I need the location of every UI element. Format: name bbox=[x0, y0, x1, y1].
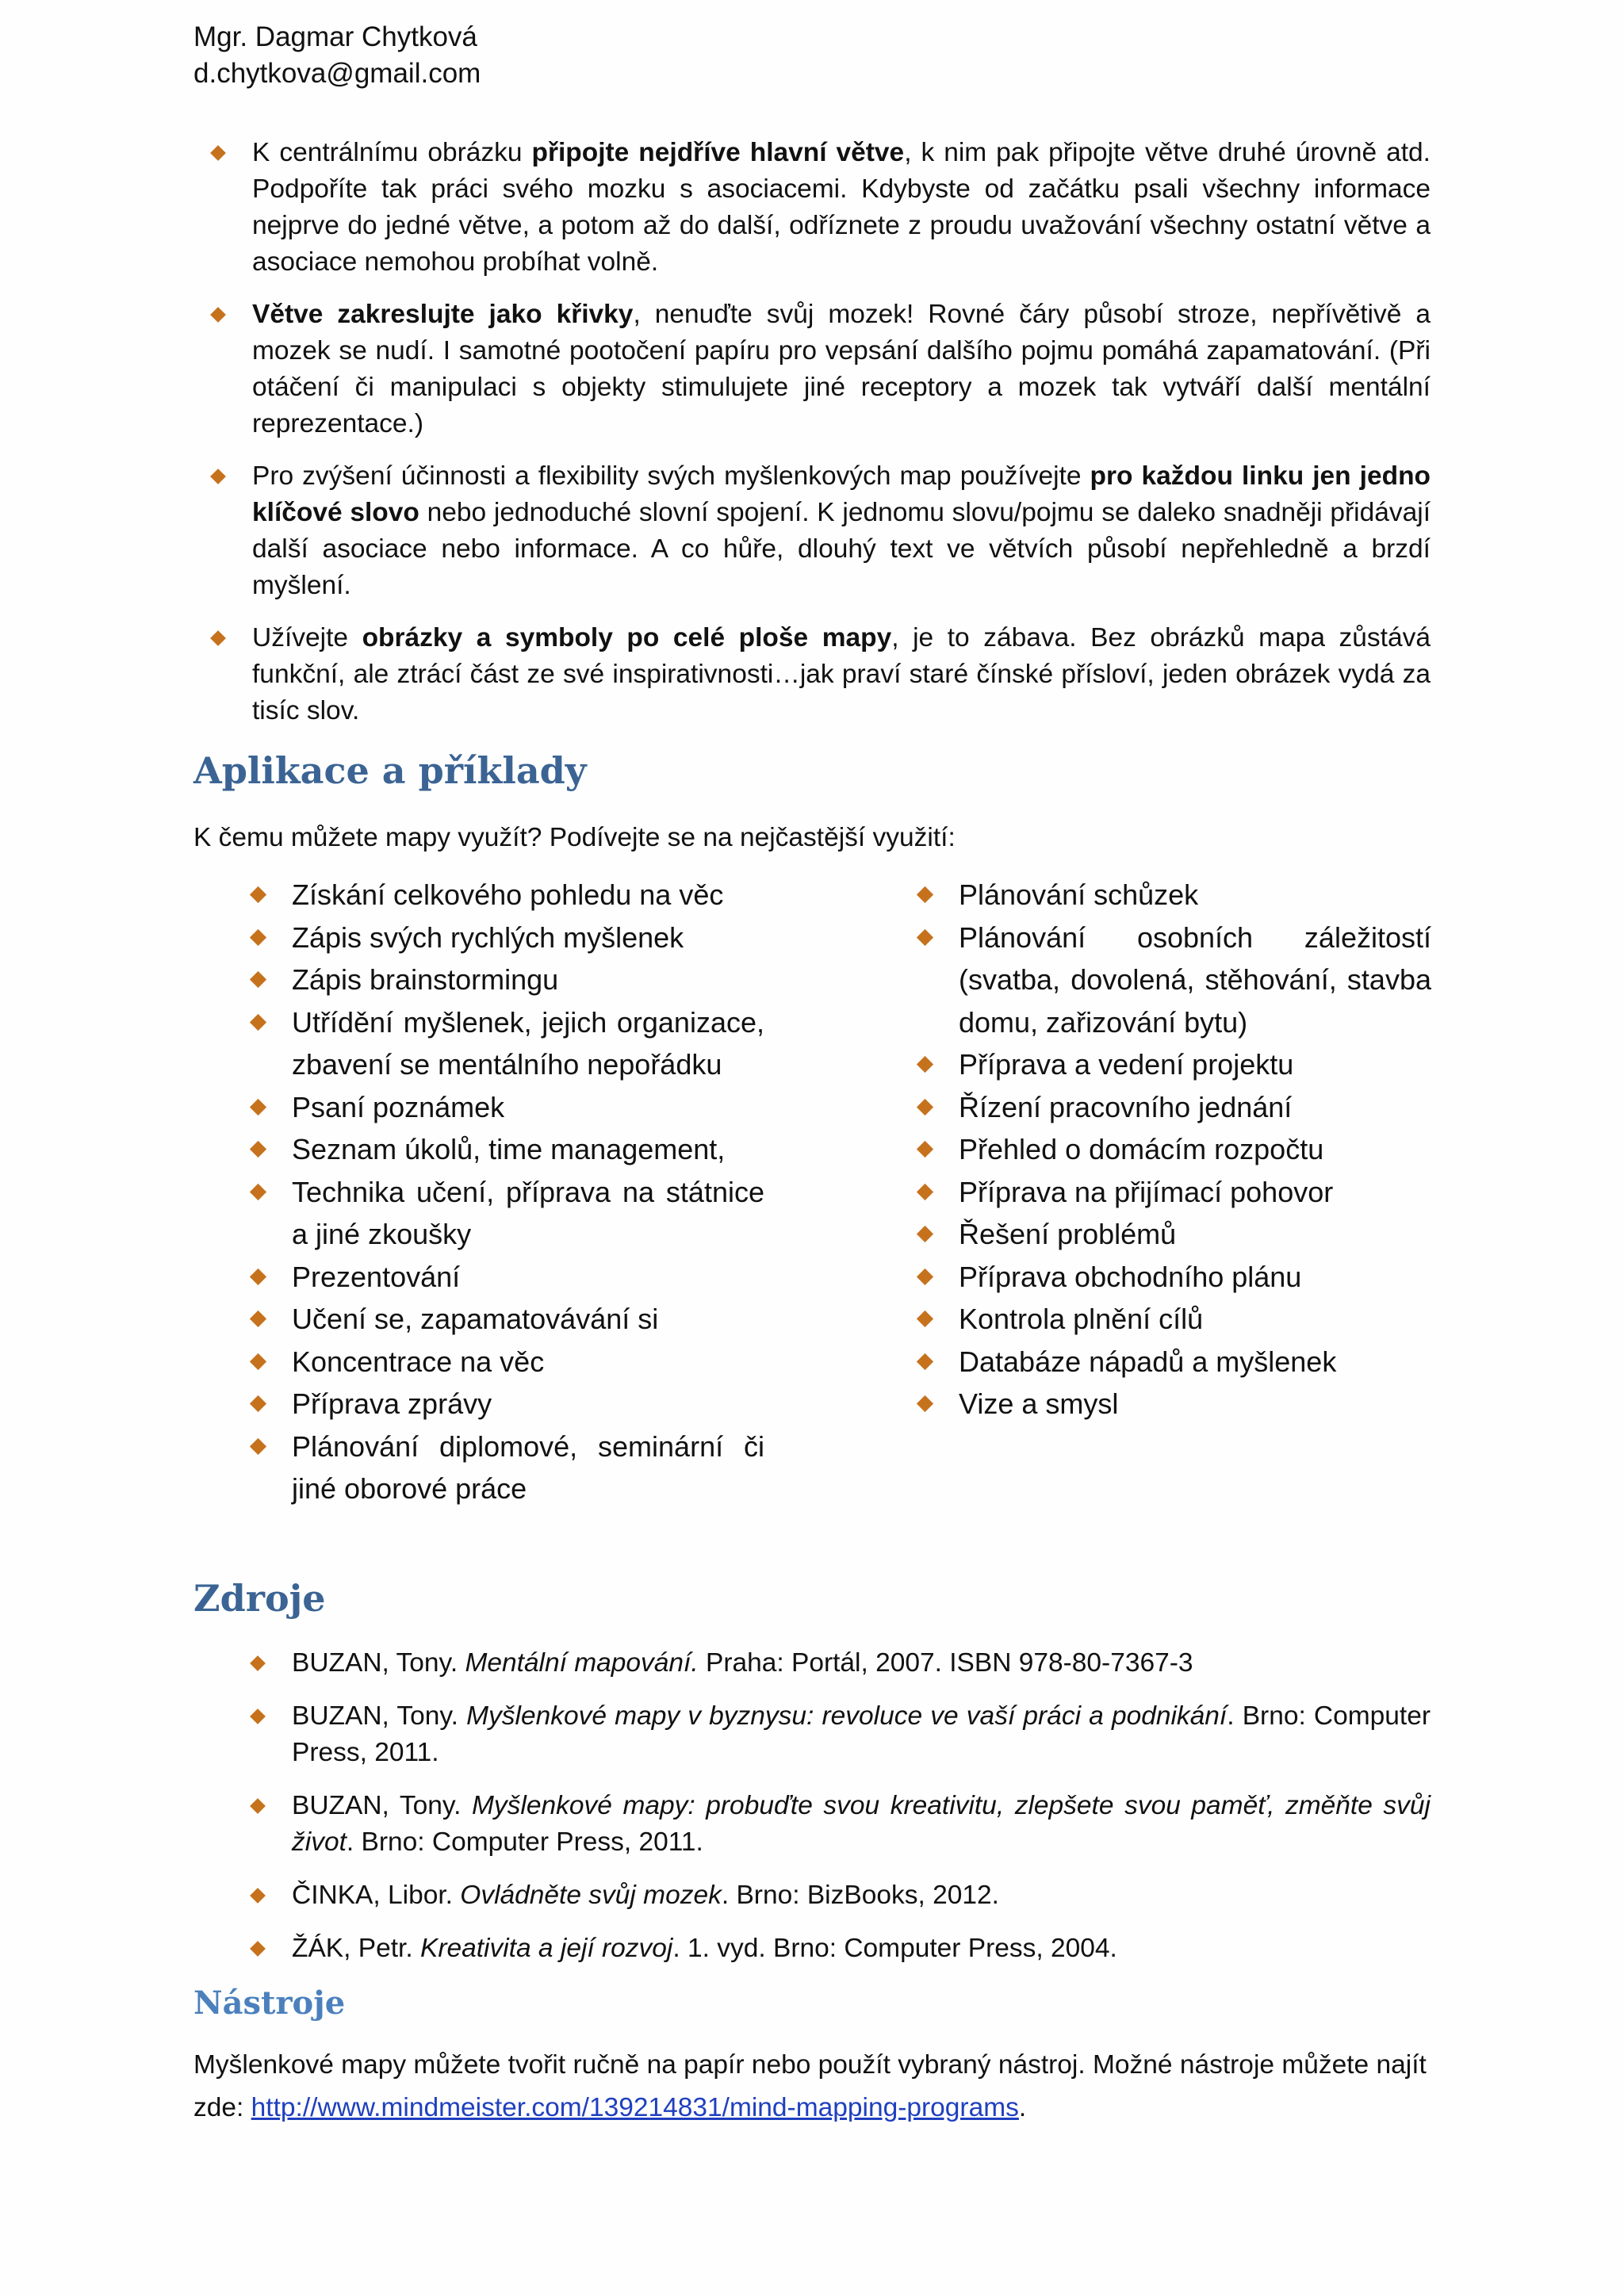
diamond-bullet-icon bbox=[210, 307, 226, 323]
diamond-bullet-icon bbox=[917, 1395, 933, 1412]
applications-intro: K čemu můžete mapy využít? Podívejte se na nejčastější využití: bbox=[193, 823, 956, 852]
list-item: Příprava a vedení projektu bbox=[860, 1043, 1431, 1086]
diamond-bullet-icon bbox=[917, 1056, 933, 1073]
list-item bbox=[193, 458, 1431, 604]
sources-list bbox=[193, 1645, 1431, 1984]
list-item: Řešení problémů bbox=[860, 1213, 1431, 1256]
list-item bbox=[193, 620, 1431, 729]
text: , je to zábava. Bez obrázků mapa zůstává funkční, ale ztrácí část ze své inspirativnosti…jak praví staré čínské přísloví, jeden obrázek vydá za tisíc slov. bbox=[252, 623, 1431, 725]
list-item: Koncentrace na věc bbox=[193, 1341, 764, 1383]
diamond-bullet-icon bbox=[250, 1268, 266, 1284]
list-item: Přehled o domácím rozpočtu bbox=[860, 1128, 1431, 1171]
list-item: Prezentování bbox=[193, 1256, 764, 1299]
diamond-bullet-icon bbox=[250, 1888, 266, 1904]
list-item: Vize a smysl bbox=[860, 1383, 1431, 1425]
author-email: d.chytkova@gmail.com bbox=[193, 58, 481, 89]
diamond-bullet-icon bbox=[917, 1141, 933, 1158]
list-item: Příprava na přijímací pohovor bbox=[860, 1171, 1431, 1214]
text: Pro zvýšení účinnosti a flexibility svých myšlenkových map používejte bbox=[252, 461, 1090, 491]
diamond-bullet-icon bbox=[917, 1098, 933, 1115]
list-item: Získání celkového pohledu na věc bbox=[193, 874, 764, 916]
diamond-bullet-icon bbox=[917, 1353, 933, 1369]
author-name: Mgr. Dagmar Chytková bbox=[193, 21, 477, 52]
diamond-bullet-icon bbox=[250, 886, 266, 903]
diamond-bullet-icon bbox=[250, 1141, 266, 1158]
diamond-bullet-icon bbox=[250, 928, 266, 945]
list-item: Utřídění myšlenek, jejich organizace, zbavení se mentálního nepořádku bbox=[193, 1001, 764, 1086]
list-item: Psaní poznámek bbox=[193, 1086, 764, 1129]
diamond-bullet-icon bbox=[917, 1183, 933, 1200]
text: , nenuďte svůj mozek! Rovné čáry působí stroze, nepřívětivě a mozek se nudí. I samotné pootočení papíru pro vepsání dalšího pojmu pomáhá zapamatování. (Při otáčení či manipulaci s objekty stimulujete jiné receptory a mozek tak vytváří další mentální reprezentace.) bbox=[252, 300, 1431, 438]
list-item: Databáze nápadů a myšlenek bbox=[860, 1341, 1431, 1383]
diamond-bullet-icon bbox=[250, 1941, 266, 1957]
diamond-bullet-icon bbox=[210, 469, 226, 484]
list-item: Plánování osobních záležitostí (svatba, dovolená, stěhování, stavba domu, zařizování bytu) bbox=[860, 916, 1431, 1044]
list-item: BUZAN, Tony. Myšlenkové mapy: probuďte svou kreativitu, zlepšete svou paměť, změňte svůj život. Brno: Computer Press, 2011. bbox=[193, 1788, 1431, 1861]
bold-text: obrázky a symboly po celé ploše mapy bbox=[362, 623, 892, 652]
text: K centrálnímu obrázku bbox=[252, 138, 532, 167]
text: nebo jednoduché slovní spojení. K jednomu slovu/pojmu se daleko snadněji přidávají další asociace nebo informace. A co hůře, dlouhý text ve větvích působí nepřehledně a brzdí myšlení. bbox=[252, 498, 1431, 600]
list-item: Zápis brainstormingu bbox=[193, 959, 764, 1001]
mind-map-tips-list bbox=[193, 135, 1431, 745]
diamond-bullet-icon bbox=[917, 1226, 933, 1242]
diamond-bullet-icon bbox=[250, 1183, 266, 1200]
list-item: Technika učení, příprava na státnice a jiné zkoušky bbox=[193, 1171, 764, 1256]
list-item: Řízení pracovního jednání bbox=[860, 1086, 1431, 1129]
list-item bbox=[193, 135, 1431, 281]
diamond-bullet-icon bbox=[250, 1013, 266, 1030]
applications-list-right bbox=[860, 874, 1431, 1425]
section-heading-applications: Aplikace a příklady bbox=[193, 749, 587, 792]
bold-text: připojte nejdříve hlavní větve bbox=[531, 138, 905, 167]
list-item: Zápis svých rychlých myšlenek bbox=[193, 916, 764, 959]
list-item: ŽÁK, Petr. Kreativita a její rozvoj. 1. vyd. Brno: Computer Press, 2004. bbox=[193, 1931, 1431, 1967]
bold-text: pro každou linku jen jedno klíčové slovo bbox=[252, 461, 1431, 527]
diamond-bullet-icon bbox=[250, 1437, 266, 1454]
diamond-bullet-icon bbox=[917, 1311, 933, 1327]
list-item: Kontrola plnění cílů bbox=[860, 1298, 1431, 1341]
list-item: BUZAN, Tony. Myšlenkové mapy v byznysu: revoluce ve vaší práci a podnikání. Brno: Computer Press, 2011. bbox=[193, 1698, 1431, 1771]
diamond-bullet-icon bbox=[917, 1268, 933, 1284]
diamond-bullet-icon bbox=[250, 1311, 266, 1327]
list-item: Plánování schůzek bbox=[860, 874, 1431, 916]
diamond-bullet-icon bbox=[250, 971, 266, 988]
text: , k nim pak připojte větve druhé úrovně atd. Podpoříte tak práci svého mozku s asociacemi. Kdybyste od začátku psali všechny informace nejprve do jedné větve, a potom až do další, odříznete z proudu uvažování všechny ostatní větve a asociace nemohou probíhat volně. bbox=[252, 138, 1431, 277]
diamond-bullet-icon bbox=[210, 145, 226, 161]
diamond-bullet-icon bbox=[917, 928, 933, 945]
applications-list-left bbox=[193, 874, 764, 1510]
diamond-bullet-icon bbox=[250, 1798, 266, 1814]
tools-paragraph: Myšlenkové mapy můžete tvořit ručně na papír nebo použít vybraný nástroj. Možné nástroje můžete najít zde: http://www.mindmeister.com/139214831/mind-mapping-programs. bbox=[193, 2050, 1427, 2122]
mindmeister-link[interactable]: http://www.mindmeister.com/139214831/mind-mapping-programs bbox=[251, 2093, 1019, 2122]
list-item bbox=[193, 297, 1431, 442]
diamond-bullet-icon bbox=[250, 1098, 266, 1115]
diamond-bullet-icon bbox=[917, 886, 933, 903]
diamond-bullet-icon bbox=[210, 630, 226, 646]
diamond-bullet-icon bbox=[250, 1395, 266, 1412]
page-header bbox=[193, 19, 481, 92]
section-heading-sources: Zdroje bbox=[193, 1577, 326, 1620]
bold-text: Větve zakreslujte jako křivky bbox=[252, 300, 634, 329]
list-item: Učení se, zapamatovávání si bbox=[193, 1298, 764, 1341]
list-item: BUZAN, Tony. Mentální mapování. Praha: Portál, 2007. ISBN 978-80-7367-3 bbox=[193, 1645, 1431, 1682]
section-heading-tools: Nástroje bbox=[193, 1984, 346, 2022]
list-item: ČINKA, Libor. Ovládněte svůj mozek. Brno: BizBooks, 2012. bbox=[193, 1877, 1431, 1914]
list-item: Příprava obchodního plánu bbox=[860, 1256, 1431, 1299]
diamond-bullet-icon bbox=[250, 1353, 266, 1369]
text: Užívejte bbox=[252, 623, 362, 652]
diamond-bullet-icon bbox=[250, 1709, 266, 1724]
list-item: Seznam úkolů, time management, bbox=[193, 1128, 764, 1171]
list-item: Plánování diplomové, seminární či jiné oborové práce bbox=[193, 1425, 764, 1510]
list-item: Příprava zprávy bbox=[193, 1383, 764, 1425]
diamond-bullet-icon bbox=[250, 1655, 266, 1671]
